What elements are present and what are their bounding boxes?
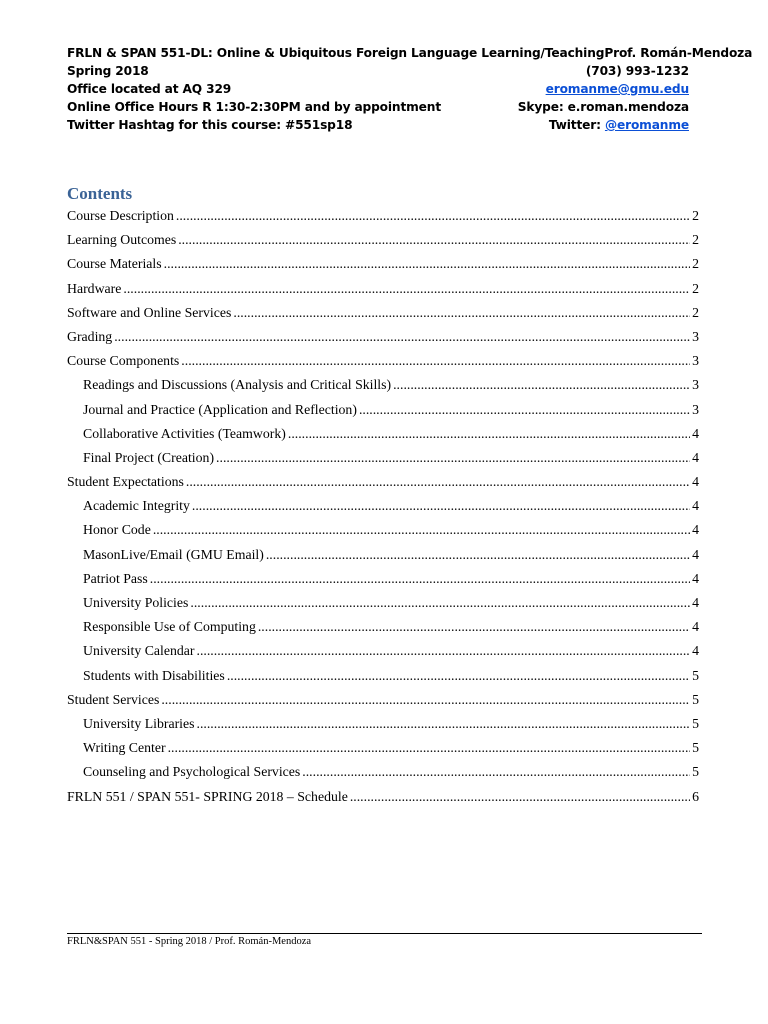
toc-dot-leader bbox=[150, 570, 690, 588]
toc-entry[interactable] bbox=[67, 667, 699, 691]
toc-entry[interactable] bbox=[67, 715, 699, 739]
toc-entry[interactable] bbox=[67, 473, 699, 497]
toc-entry-title: Readings and Discussions (Analysis and Critical Skills) bbox=[83, 377, 392, 393]
toc-entry[interactable] bbox=[67, 401, 699, 425]
toc-dot-leader bbox=[186, 473, 690, 491]
toc-dot-leader bbox=[258, 618, 690, 636]
header-row-3 bbox=[67, 80, 689, 98]
toc-entry-title: MasonLive/Email (GMU Email) bbox=[83, 546, 264, 562]
toc-dot-leader bbox=[359, 401, 690, 419]
toc-entry-title: Course Components bbox=[67, 353, 180, 369]
toc-entry-page: 2 bbox=[692, 280, 699, 296]
toc-entry[interactable] bbox=[67, 788, 699, 812]
toc-entry-page: 4 bbox=[692, 425, 699, 441]
toc-entry-title: Writing Center bbox=[83, 740, 166, 756]
toc-entry-title: Journal and Practice (Application and Reflection) bbox=[83, 401, 357, 417]
toc-entry-title: Learning Outcomes bbox=[67, 232, 177, 248]
toc-entry-title: Student Expectations bbox=[67, 474, 184, 490]
toc-entry[interactable] bbox=[67, 739, 699, 763]
toc-dot-leader bbox=[153, 521, 690, 539]
toc-entry-page: 2 bbox=[692, 232, 699, 248]
toc-dot-leader bbox=[197, 715, 691, 733]
footer-divider bbox=[67, 933, 702, 934]
toc-entry-title: Course Description bbox=[67, 208, 174, 223]
toc-entry[interactable] bbox=[67, 570, 699, 594]
toc-entry-page: 5 bbox=[692, 740, 699, 756]
toc-entry[interactable] bbox=[67, 546, 699, 570]
toc-entry[interactable] bbox=[67, 425, 699, 449]
toc-dot-leader bbox=[233, 304, 690, 322]
toc-entry-page: 3 bbox=[692, 377, 699, 393]
toc-entry-page: 4 bbox=[692, 546, 699, 562]
toc-entry-title: University Policies bbox=[83, 595, 189, 610]
toc-dot-leader bbox=[350, 788, 690, 806]
toc-dot-leader bbox=[190, 594, 690, 612]
toc-entry-title: Honor Code bbox=[83, 522, 151, 538]
toc-entry-page: 5 bbox=[692, 764, 699, 780]
twitter-label: Twitter: bbox=[548, 118, 605, 132]
toc-entry-page: 4 bbox=[692, 570, 699, 586]
toc-entry[interactable] bbox=[67, 521, 699, 545]
twitter-handle-link[interactable]: @eromanme bbox=[604, 118, 689, 132]
toc-entry-title: Counseling and Psychological Services bbox=[83, 764, 301, 780]
toc-entry[interactable] bbox=[67, 207, 699, 231]
toc-dot-leader bbox=[168, 739, 691, 757]
toc-entry-page: 5 bbox=[692, 691, 699, 707]
toc-entry[interactable] bbox=[67, 449, 699, 473]
toc-entry[interactable] bbox=[67, 594, 699, 618]
toc-dot-leader bbox=[302, 763, 690, 781]
skype-id: Skype: e.roman.mendoza bbox=[517, 100, 689, 114]
office-location: Office located at AQ 329 bbox=[67, 82, 232, 96]
toc-entry-page: 2 bbox=[692, 256, 699, 272]
toc-entry[interactable] bbox=[67, 255, 699, 279]
contents-heading: Contents bbox=[67, 184, 133, 203]
toc-entry-title: Software and Online Services bbox=[67, 304, 232, 320]
toc-dot-leader bbox=[176, 207, 690, 225]
email-link[interactable]: eromanme@gmu.edu bbox=[545, 82, 689, 96]
header-row-2 bbox=[67, 62, 689, 80]
toc-entry[interactable] bbox=[67, 691, 699, 715]
toc-dot-leader bbox=[114, 328, 690, 346]
toc-entry[interactable] bbox=[67, 497, 699, 521]
toc-entry[interactable] bbox=[67, 642, 699, 666]
course-title: FRLN & SPAN 551-DL: Online & Ubiquitous Foreign Language Learning/Teaching bbox=[67, 46, 605, 60]
toc-entry-page: 4 bbox=[692, 522, 699, 538]
toc-dot-leader bbox=[393, 376, 690, 394]
toc-entry-title: Academic Integrity bbox=[83, 498, 190, 514]
toc-dot-leader bbox=[178, 231, 690, 249]
toc-entry-page: 3 bbox=[692, 353, 699, 369]
toc-entry-page: 6 bbox=[692, 788, 699, 804]
toc-entry-title: Final Project (Creation) bbox=[83, 449, 215, 465]
toc-entry-title: University Libraries bbox=[83, 715, 195, 731]
twitter-info bbox=[549, 116, 689, 134]
toc-entry[interactable] bbox=[67, 231, 699, 255]
toc-dot-leader bbox=[164, 255, 690, 273]
header-row-4 bbox=[67, 98, 689, 116]
header-row-1 bbox=[67, 44, 753, 62]
toc-entry[interactable] bbox=[67, 618, 699, 642]
toc-entry-title: FRLN 551 / SPAN 551- SPRING 2018 – Schedule bbox=[67, 788, 348, 804]
toc-entry-title: Collaborative Activities (Teamwork) bbox=[83, 425, 286, 441]
phone-number: (703) 993-1232 bbox=[585, 64, 689, 78]
office-hours: Online Office Hours R 1:30-2:30PM and by appointment bbox=[67, 100, 441, 114]
toc-entry-page: 4 bbox=[692, 474, 699, 490]
toc-entry[interactable] bbox=[67, 352, 699, 376]
toc-entry-page: 5 bbox=[692, 667, 699, 683]
toc-entry-title: Responsible Use of Computing bbox=[83, 619, 256, 635]
toc-dot-leader bbox=[266, 546, 690, 564]
toc-entry-page: 4 bbox=[692, 619, 699, 635]
toc-entry[interactable] bbox=[67, 763, 699, 787]
toc-dot-leader bbox=[192, 497, 690, 515]
toc-entry[interactable] bbox=[67, 280, 699, 304]
toc-entry-page: 2 bbox=[692, 304, 699, 320]
toc-entry-title: Hardware bbox=[67, 280, 122, 296]
toc-entry-title: University Calendar bbox=[83, 643, 195, 659]
toc-dot-leader bbox=[197, 642, 691, 660]
page-footer: FRLN&SPAN 551 - Spring 2018 / Prof. Román-Mendoza bbox=[67, 936, 312, 947]
toc-entry[interactable] bbox=[67, 376, 699, 400]
toc-dot-leader bbox=[123, 280, 690, 298]
toc-entry-page: 4 bbox=[692, 498, 699, 514]
semester: Spring 2018 bbox=[67, 64, 149, 78]
toc-entry-page: 3 bbox=[692, 328, 699, 344]
twitter-hashtag: Twitter Hashtag for this course: #551sp18 bbox=[67, 118, 353, 132]
toc-dot-leader bbox=[216, 449, 690, 467]
toc-entry-page: 4 bbox=[692, 595, 699, 610]
toc-dot-leader bbox=[288, 425, 690, 443]
toc-entry-title: Students with Disabilities bbox=[83, 667, 225, 683]
toc-entry[interactable] bbox=[67, 328, 699, 352]
toc-entry-page: 3 bbox=[692, 401, 699, 417]
toc-entry[interactable] bbox=[67, 304, 699, 328]
toc-dot-leader bbox=[161, 691, 690, 709]
document-header bbox=[67, 44, 753, 134]
toc-entry-page: 2 bbox=[692, 208, 699, 223]
header-row-5 bbox=[67, 116, 689, 134]
toc-entry-title: Student Services bbox=[67, 691, 160, 707]
toc-entry-title: Course Materials bbox=[67, 256, 162, 272]
toc-entry-page: 4 bbox=[692, 643, 699, 659]
toc-entry-page: 5 bbox=[692, 715, 699, 731]
toc-entry-title: Grading bbox=[67, 328, 113, 344]
table-of-contents bbox=[67, 207, 699, 812]
toc-dot-leader bbox=[227, 667, 690, 685]
toc-entry-title: Patriot Pass bbox=[83, 570, 148, 586]
toc-entry-page: 4 bbox=[692, 449, 699, 465]
professor-name: Prof. Román-Mendoza bbox=[604, 46, 753, 60]
toc-dot-leader bbox=[181, 352, 690, 370]
